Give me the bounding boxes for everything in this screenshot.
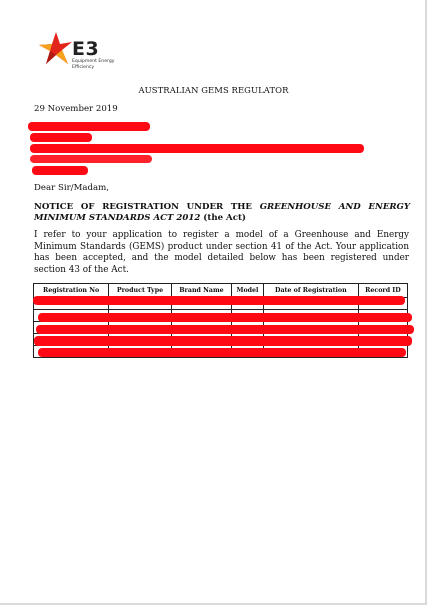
notice-title xyxy=(34,202,410,224)
notice-title-act-name: GREENHOUSE AND ENERGY MINIMUM STANDARDS ACT 2012 xyxy=(34,202,411,223)
letter-date: 29 November 2019 xyxy=(34,104,118,114)
column-header: Date of Registration xyxy=(263,284,358,298)
redaction-bar xyxy=(38,348,406,357)
column-header: Registration No xyxy=(34,284,109,298)
logo-subtitle-line-1: Equipment Energy xyxy=(72,59,115,64)
redaction-bar xyxy=(36,325,414,334)
column-header: Product Type xyxy=(109,284,172,298)
redaction-bar xyxy=(30,155,152,163)
body-paragraph: I refer to your application to register a model of a Greenhouse and Energy Minimum Standards (GEMS) product under section 41 of the Act. Your application has been accepted, and the model detailed below has been registered under section 43 of the Act. xyxy=(34,230,409,275)
logo-wordmark xyxy=(72,40,132,71)
logo-subtitle-line-2: Efficiency xyxy=(72,65,95,70)
redaction-bar xyxy=(38,313,412,322)
logo-mark: E3 xyxy=(72,38,100,60)
redaction-bar xyxy=(30,133,92,142)
salutation: Dear Sir/Madam, xyxy=(34,183,110,193)
column-header: Brand Name xyxy=(171,284,231,298)
notice-title-part-2: (the Act) xyxy=(200,213,246,223)
redaction-bar xyxy=(28,122,150,131)
redaction-bar xyxy=(30,144,364,153)
redaction-bar xyxy=(32,166,88,175)
column-header: Record ID xyxy=(358,284,407,298)
page-heading: AUSTRALIAN GEMS REGULATOR xyxy=(138,85,289,95)
column-header: Model xyxy=(232,284,264,298)
redaction-bar xyxy=(34,336,412,346)
redaction-bar xyxy=(33,296,405,305)
notice-title-part-1: NOTICE OF REGISTRATION UNDER THE xyxy=(34,202,260,212)
